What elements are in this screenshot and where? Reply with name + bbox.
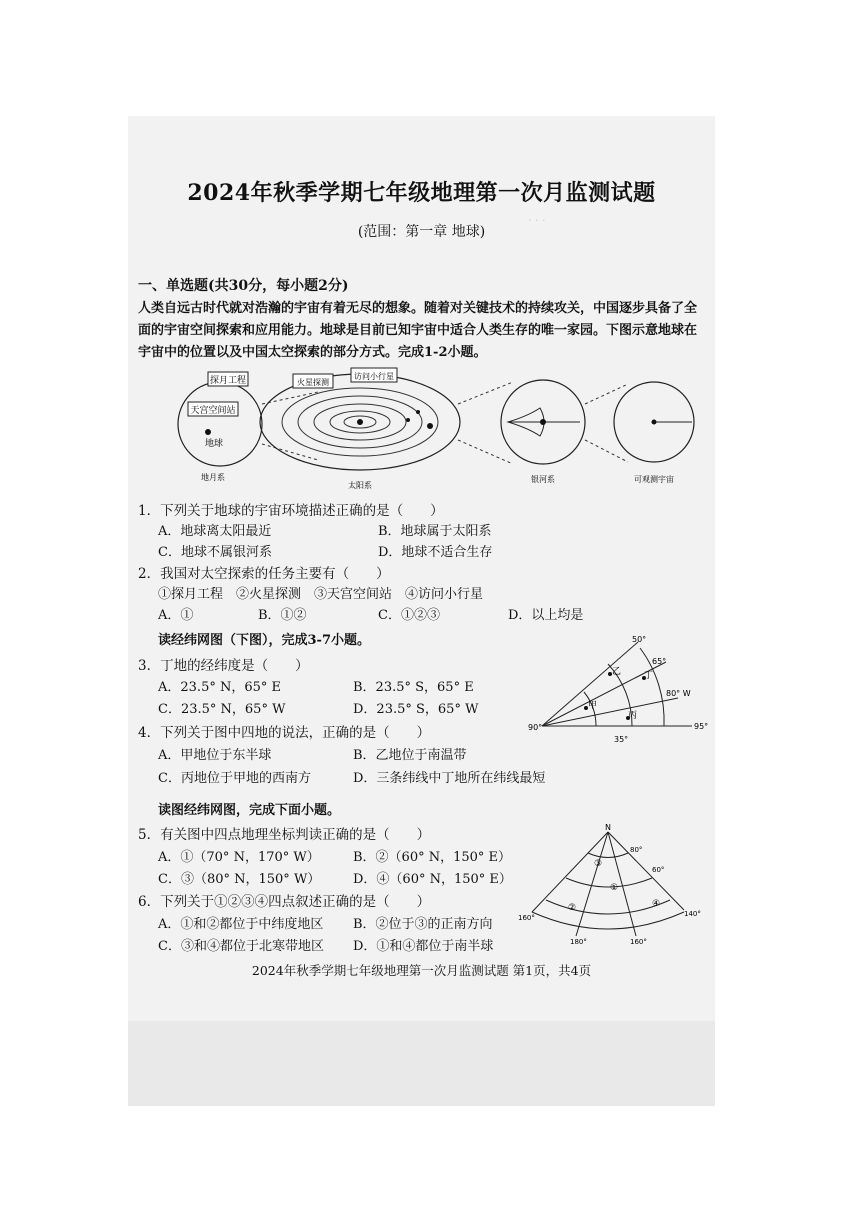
mars-probe-label: 火星探测 (297, 378, 329, 387)
intro-paragraph: 人类自远古时代就对浩瀚的宇宙有着无尽的想象。随着对关键技术的持续攻关，中国逐步具备了全面的宇宙空间探索和应用能力。地球是目前已知宇宙中适合人类生存的唯一家园。下图示意地球在宇宙中的位置以及中国太空探索的部分方式。完成1-2小题。 (138, 301, 698, 360)
bing-label: 丙 (628, 711, 638, 721)
q4-option-d[interactable]: D．三条纬线中丁地所在纬线最短 (353, 771, 546, 786)
observable-universe-label: 可观测宇宙 (634, 475, 674, 484)
q4-option-a[interactable]: A．甲地位于东半球 (158, 748, 272, 763)
lat-60-label: 60° (652, 866, 665, 874)
q3-option-a[interactable]: A．23.5° N，65° E (158, 680, 282, 695)
question-6-stem: 6．下列关于①②③④四点叙述正确的是（ ） (138, 894, 431, 910)
galaxy-label: 银河系 (531, 475, 555, 484)
north-pole-label: N (605, 823, 611, 832)
point-4-label: ④ (652, 899, 661, 909)
section-heading: 一、单选题(共30分，每小题2分) (138, 278, 349, 294)
q3-option-c[interactable]: C．23.5° N，65° W (158, 702, 286, 717)
asteroid-label: 访问小行星 (354, 372, 394, 381)
q2-option-b[interactable]: B．①② (258, 608, 307, 623)
lat-80-label: 80° (630, 846, 643, 854)
space-station-label: 天宫空间站 (190, 406, 236, 416)
read-instruction-1: 读经纬网图（下图），完成3-7小题。 (158, 633, 370, 648)
point-3-label: ③ (594, 859, 603, 869)
q1-option-b[interactable]: B．地球属于太阳系 (378, 524, 492, 539)
question-5-stem: 5．有关图中四点地理坐标判读正确的是（ ） (138, 827, 431, 843)
moon-project-label: 探月工程 (209, 376, 247, 386)
scope-subtitle: (范围：第一章 地球) (357, 224, 486, 240)
lat-65-label: 65° (652, 657, 667, 666)
q5-option-d[interactable]: D．④（60° N，150° E） (353, 872, 512, 887)
q6-option-d[interactable]: D．①和④都位于南半球 (353, 939, 494, 954)
earth-label: 地球 (204, 439, 224, 449)
q6-option-a[interactable]: A．①和②都位于中纬度地区 (158, 917, 324, 932)
lon-90-label: 90° (528, 723, 543, 732)
jia-label: 甲 (588, 701, 598, 711)
scan-bottom-margin (128, 1021, 715, 1106)
q2-option-a[interactable]: A．① (158, 608, 194, 623)
exam-page (128, 116, 715, 1106)
q3-option-d[interactable]: D．23.5° S，65° W (353, 702, 479, 717)
q2-option-d[interactable]: D．以上均是 (508, 608, 584, 623)
lon-180-label: 180° (570, 938, 587, 946)
q5-option-c[interactable]: C．③（80° N，150° W） (158, 872, 321, 887)
q2-items: ①探月工程 ②火星探测 ③天宫空间站 ④访问小行星 (158, 587, 484, 602)
ding-label: 丁 (644, 671, 654, 681)
q5-option-a[interactable]: A．①（70° N，170° W） (158, 850, 320, 865)
q3-option-b[interactable]: B．23.5° S，65° E (353, 680, 474, 695)
q6-option-b[interactable]: B．②位于③的正南方向 (353, 917, 493, 932)
question-1-stem: 1．下列关于地球的宇宙环境描述正确的是（ ） (138, 503, 444, 519)
q1-option-d[interactable]: D．地球不适合生存 (378, 545, 493, 560)
q1-option-c[interactable]: C．地球不属银河系 (158, 545, 272, 560)
point-1-label: ① (610, 883, 619, 893)
lon-80w-label: 80° W (666, 689, 691, 698)
q1-option-a[interactable]: A．地球离太阳最近 (158, 524, 272, 539)
lon-160-left-label: 160° (518, 914, 535, 922)
yi-label: 乙 (612, 667, 622, 677)
universe-figure (168, 364, 708, 492)
read-instruction-2: 读图经纬网图，完成下面小题。 (158, 803, 341, 818)
lat-35-label: 35° (614, 735, 629, 744)
q4-option-b[interactable]: B．乙地位于南温带 (353, 748, 467, 763)
lon-140-label: 140° (684, 910, 701, 918)
q6-option-c[interactable]: C．③和④都位于北寒带地区 (158, 939, 324, 954)
lat-long-sector-figure (528, 634, 708, 744)
page-title: 2024年秋季学期七年级地理第一次月监测试题 (187, 180, 656, 206)
lon-160-bottom-label: 160° (630, 938, 647, 946)
polar-grid-figure (518, 820, 708, 946)
question-4-stem: 4．下列关于图中四地的说法，正确的是（ ） (138, 725, 431, 741)
lon-95-label: 95° (694, 722, 708, 731)
q2-option-c[interactable]: C．①②③ (378, 608, 440, 623)
page-footer: 2024年秋季学期七年级地理第一次月监测试题 第1页，共4页 (251, 963, 592, 978)
bleed-through-text: · · · (528, 214, 546, 227)
question-2-stem: 2．我国对太空探索的任务主要有（ ） (138, 566, 390, 582)
q4-option-c[interactable]: C．丙地位于甲地的西南方 (158, 771, 311, 786)
earth-moon-system-label: 地月系 (201, 473, 225, 482)
solar-system-label: 太阳系 (348, 481, 372, 490)
lon-50-label: 50° (632, 635, 647, 644)
question-3-stem: 3．丁地的经纬度是（ ） (138, 658, 309, 674)
point-2-label: ② (568, 903, 577, 913)
q5-option-b[interactable]: B．②（60° N，150° E） (353, 850, 512, 865)
